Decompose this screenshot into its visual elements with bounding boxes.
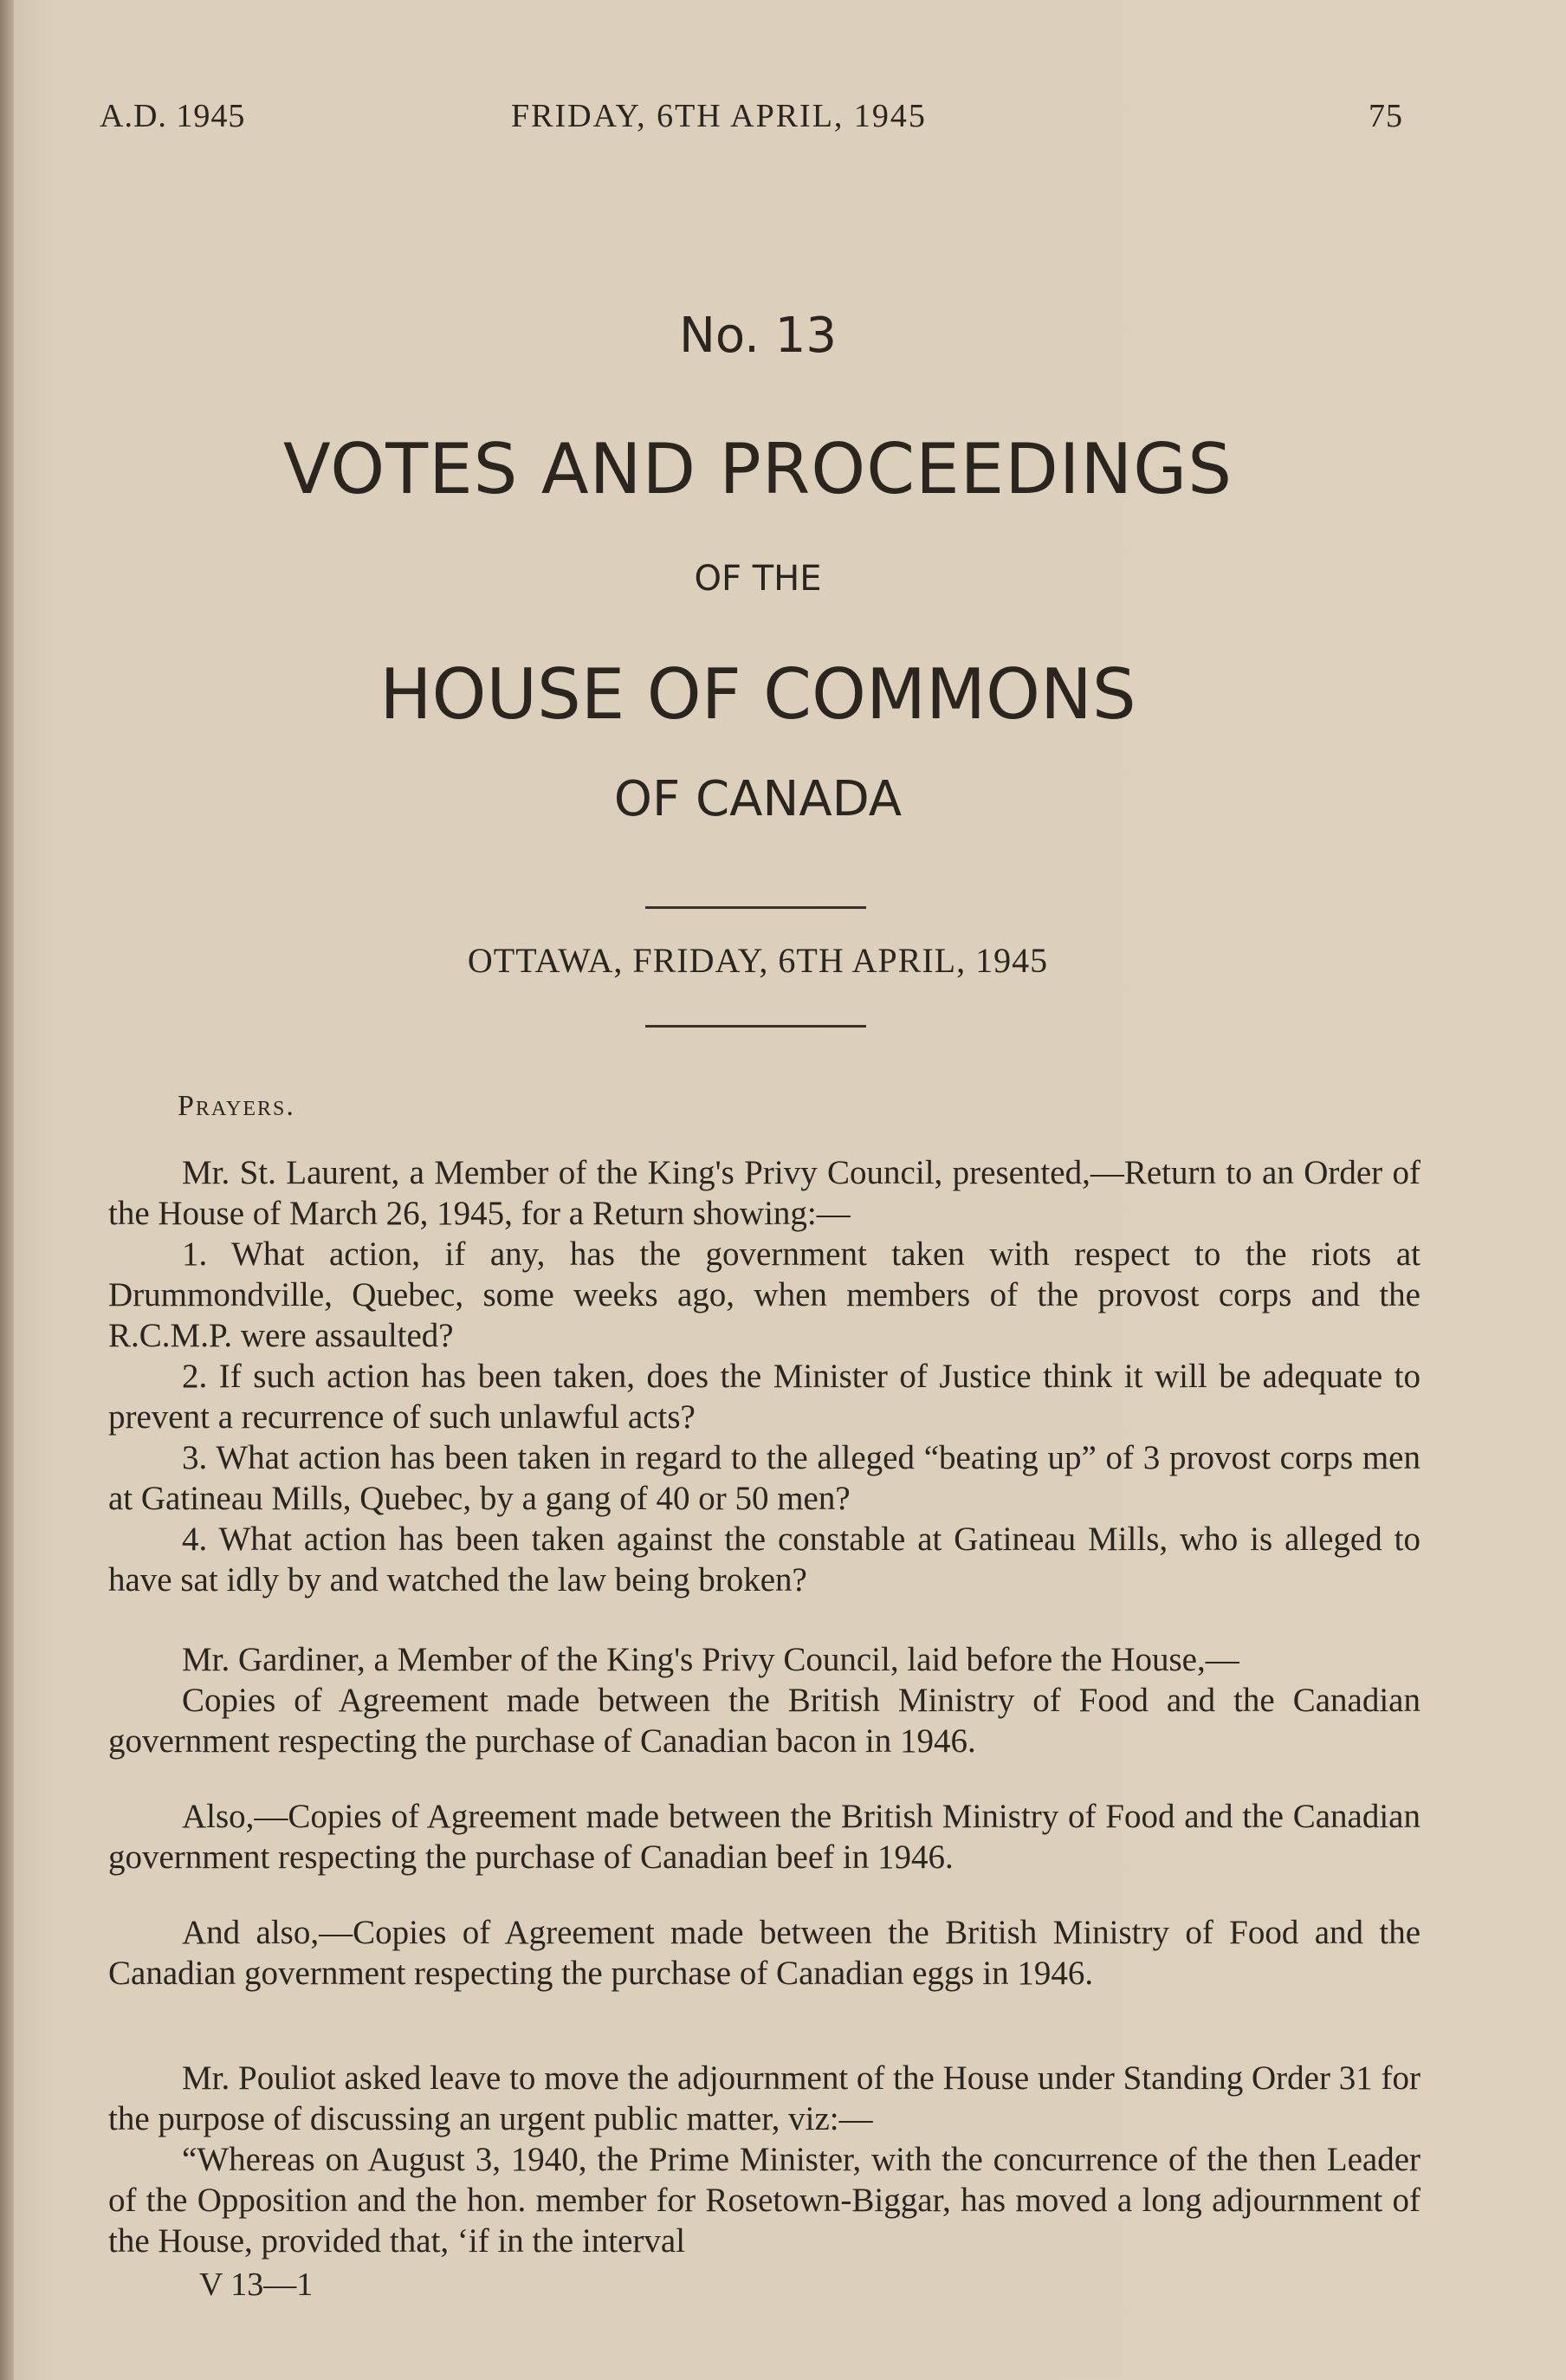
paragraph: Copies of Agreement made between the British Ministry of Food and the Canadian government respecting the purchase of Canadian bacon in 1946. [108,1682,1420,1760]
running-head-year: A.D. 1945 [100,98,246,134]
paragraph: Mr. Gardiner, a Member of the King's Privy Council, laid before the House,— [182,1641,1239,1678]
gardiner-papers [108,1639,1420,1994]
page-number: 75 [1369,98,1403,134]
issue-number: No. 13 [678,308,838,364]
document-title: VOTES AND PROCEEDINGS [282,429,1233,509]
paragraph: 1. What action, if any, has the government taken with respect to the riots at Drummondville, Quebec, some weeks ago, when members of the provost corps and the R.C.M.P. were assaulted? [108,1235,1420,1354]
paragraph: 2. If such action has been taken, does the Minister of Justice think it will be adequate to prevent a recurrence of such unlawful acts? [108,1358,1420,1436]
divider-rule-top [645,906,866,909]
pouliot-motion [108,2058,1420,2261]
running-head-date: FRIDAY, 6TH APRIL, 1945 [511,98,927,134]
paragraph: And also,—Copies of Agreement made between the British Ministry of Food and the Canadian government respecting the purchase of Canadian eggs in 1946. [108,1914,1420,1992]
paragraph: Also,—Copies of Agreement made between the British Ministry of Food and the Canadian government respecting the purchase of Canadian beef in 1946. [108,1798,1420,1876]
divider-rule-bottom [645,1025,866,1028]
paragraph: 3. What action has been taken in regard to the alleged “beating up” of 3 provost corps men at Gatineau Mills, Quebec, by a gang of 40 or 50 men? [108,1439,1420,1517]
st-laurent-return [108,1152,1420,1600]
signature-mark: V 13—1 [199,2267,314,2303]
paragraph: Mr. St. Laurent, a Member of the King's Privy Council, presented,—Return to an Order of the House of March 26, 1945, for a Return showing:— [108,1154,1420,1232]
house-title: HOUSE OF COMMONS [379,654,1136,735]
prayers-heading: Prayers. [178,1090,295,1122]
dateline: OTTAWA, FRIDAY, 6TH APRIL, 1945 [467,941,1049,980]
country-title: OF CANADA [613,771,903,827]
paragraph: Mr. Pouliot asked leave to move the adjournment of the House under Standing Order 31 for the purpose of discussing an urgent public matter, viz:— [108,2059,1420,2137]
paragraph: “Whereas on August 3, 1940, the Prime Minister, with the concurrence of the then Leader of the Opposition and the hon. member for Rosetown-Biggar, has moved a long adjournment of the House, provided that, ‘if in the interval [108,2141,1420,2260]
title-of-the: OF THE [694,559,822,599]
paragraph: 4. What action has been taken against the constable at Gatineau Mills, who is alleged to have sat idly by and watched the law being broken? [108,1521,1420,1599]
